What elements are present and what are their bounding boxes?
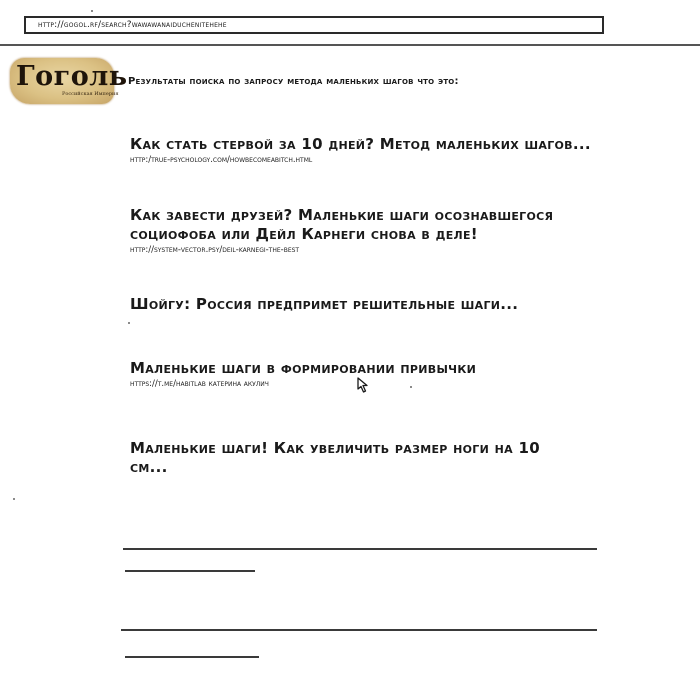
search-result [130, 135, 610, 165]
result-title-link[interactable]: Шойгу: Россия предпримет решительные шаги... [130, 295, 519, 313]
mouse-pointer-icon [356, 377, 372, 393]
placeholder-line [123, 548, 597, 550]
speck [91, 10, 93, 12]
site-logo[interactable] [10, 58, 128, 104]
result-title-link[interactable]: Маленькие шаги! Как увеличить размер ноги на 10 см... [130, 439, 540, 476]
address-bar[interactable] [24, 16, 604, 34]
result-url[interactable]: http://system-vector.psy/deil-karnegi-the-best [130, 245, 300, 255]
speck [410, 386, 412, 388]
search-summary: Результаты поиска по запросу метода маленьких шагов что это: [128, 76, 459, 87]
result-title-link[interactable]: Маленькие шаги в формировании привычки [130, 359, 477, 377]
search-result [130, 439, 550, 478]
header-divider [0, 44, 700, 46]
search-result [130, 295, 610, 315]
address-bar-url: http://gogol.rf/search?wawawanaiduchenitehehe [38, 20, 227, 30]
speck [128, 322, 130, 324]
logo-subtitle: Российская Империя [62, 91, 119, 97]
result-title-link[interactable]: Как стать стервой за 10 дней? Метод маленьких шагов... [130, 135, 591, 153]
placeholder-line [125, 570, 255, 572]
search-result [130, 206, 580, 255]
result-url[interactable]: http:/true-psychology.com/howbecomeabitch.html [130, 155, 313, 165]
result-title-link[interactable]: Как завести друзей? Маленькие шаги осознавшегося социофоба или Дейл Карнеги снова в деле! [130, 206, 554, 243]
placeholder-line [121, 629, 597, 631]
speck [13, 498, 15, 500]
logo-text: Гоголь [16, 61, 128, 92]
result-url[interactable]: https://t.me/habitlab катерина акулич [130, 379, 269, 389]
placeholder-line [125, 656, 259, 658]
